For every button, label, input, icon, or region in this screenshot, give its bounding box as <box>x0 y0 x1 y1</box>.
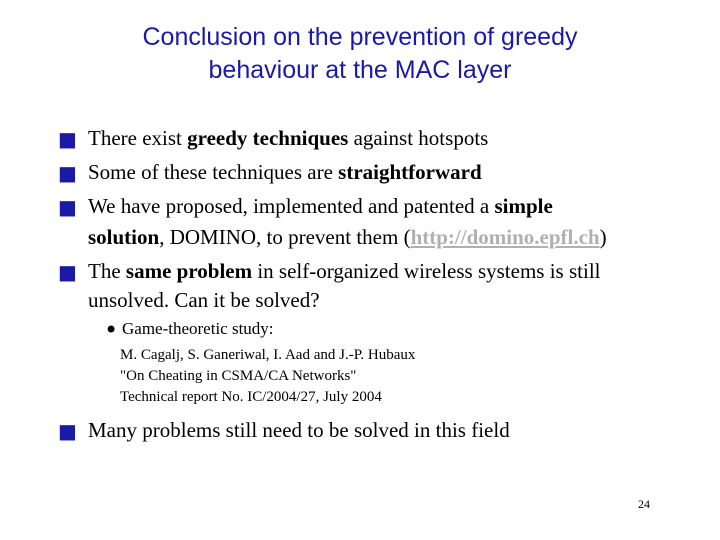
square-bullet-icon: ■ <box>58 419 77 443</box>
bullet-3-bold-2: solution <box>88 225 160 249</box>
bullet-4-bold: same problem <box>125 259 253 283</box>
bullet-4-pre: The <box>88 259 126 283</box>
title-line-2: behaviour at the MAC layer <box>208 56 512 84</box>
dot-bullet-icon: • <box>104 316 119 344</box>
title-line-1: Conclusion on the prevention of greedy <box>142 23 578 51</box>
reference-authors: M. Cagalj, S. Ganeriwal, I. Aad and J.-P. Hubaux <box>120 347 416 363</box>
bullet-3-line-1 <box>88 194 553 218</box>
bullet-3-pre: We have proposed, implemented and patented a <box>88 194 495 218</box>
last-bullet-text: Many problems still need to be solved in this field <box>88 418 510 442</box>
bullet-3-mid: , DOMINO, to prevent them ( <box>159 225 411 249</box>
bullet-1-bold: greedy techniques <box>187 126 349 150</box>
slide-title <box>0 21 720 87</box>
bullet-1-pre: There exist <box>88 126 188 150</box>
bullet-1-post: against hotspots <box>348 126 489 150</box>
bullet-4-post: in self-organized wireless systems is still <box>252 259 601 283</box>
bullet-1-line-1 <box>88 126 488 150</box>
reference-report: Technical report No. IC/2004/27, July 2004 <box>120 389 382 405</box>
bullet-3-line-2 <box>88 225 607 249</box>
bullet-2-line-1 <box>88 160 482 184</box>
square-bullet-icon: ■ <box>58 161 77 185</box>
domino-link[interactable]: http://domino.epfl.ch <box>410 225 600 249</box>
square-bullet-icon: ■ <box>58 195 77 219</box>
square-bullet-icon: ■ <box>58 127 77 151</box>
bullet-2-bold: straightforward <box>338 160 482 184</box>
bullet-4-line-2 <box>88 288 320 312</box>
bullet-4-line-2-text: unsolved. Can it be solved? <box>88 288 320 312</box>
page-number: 24 <box>638 497 650 511</box>
bullet-4-line-1 <box>88 259 601 283</box>
sub-bullet-text: Game-theoretic study: <box>122 319 274 338</box>
bullet-3-bold: simple <box>494 194 553 218</box>
bullet-3-post: ) <box>599 225 607 249</box>
square-bullet-icon: ■ <box>58 260 77 284</box>
bullet-2-pre: Some of these techniques are <box>88 160 339 184</box>
reference-title: "On Cheating in CSMA/CA Networks" <box>120 368 357 384</box>
